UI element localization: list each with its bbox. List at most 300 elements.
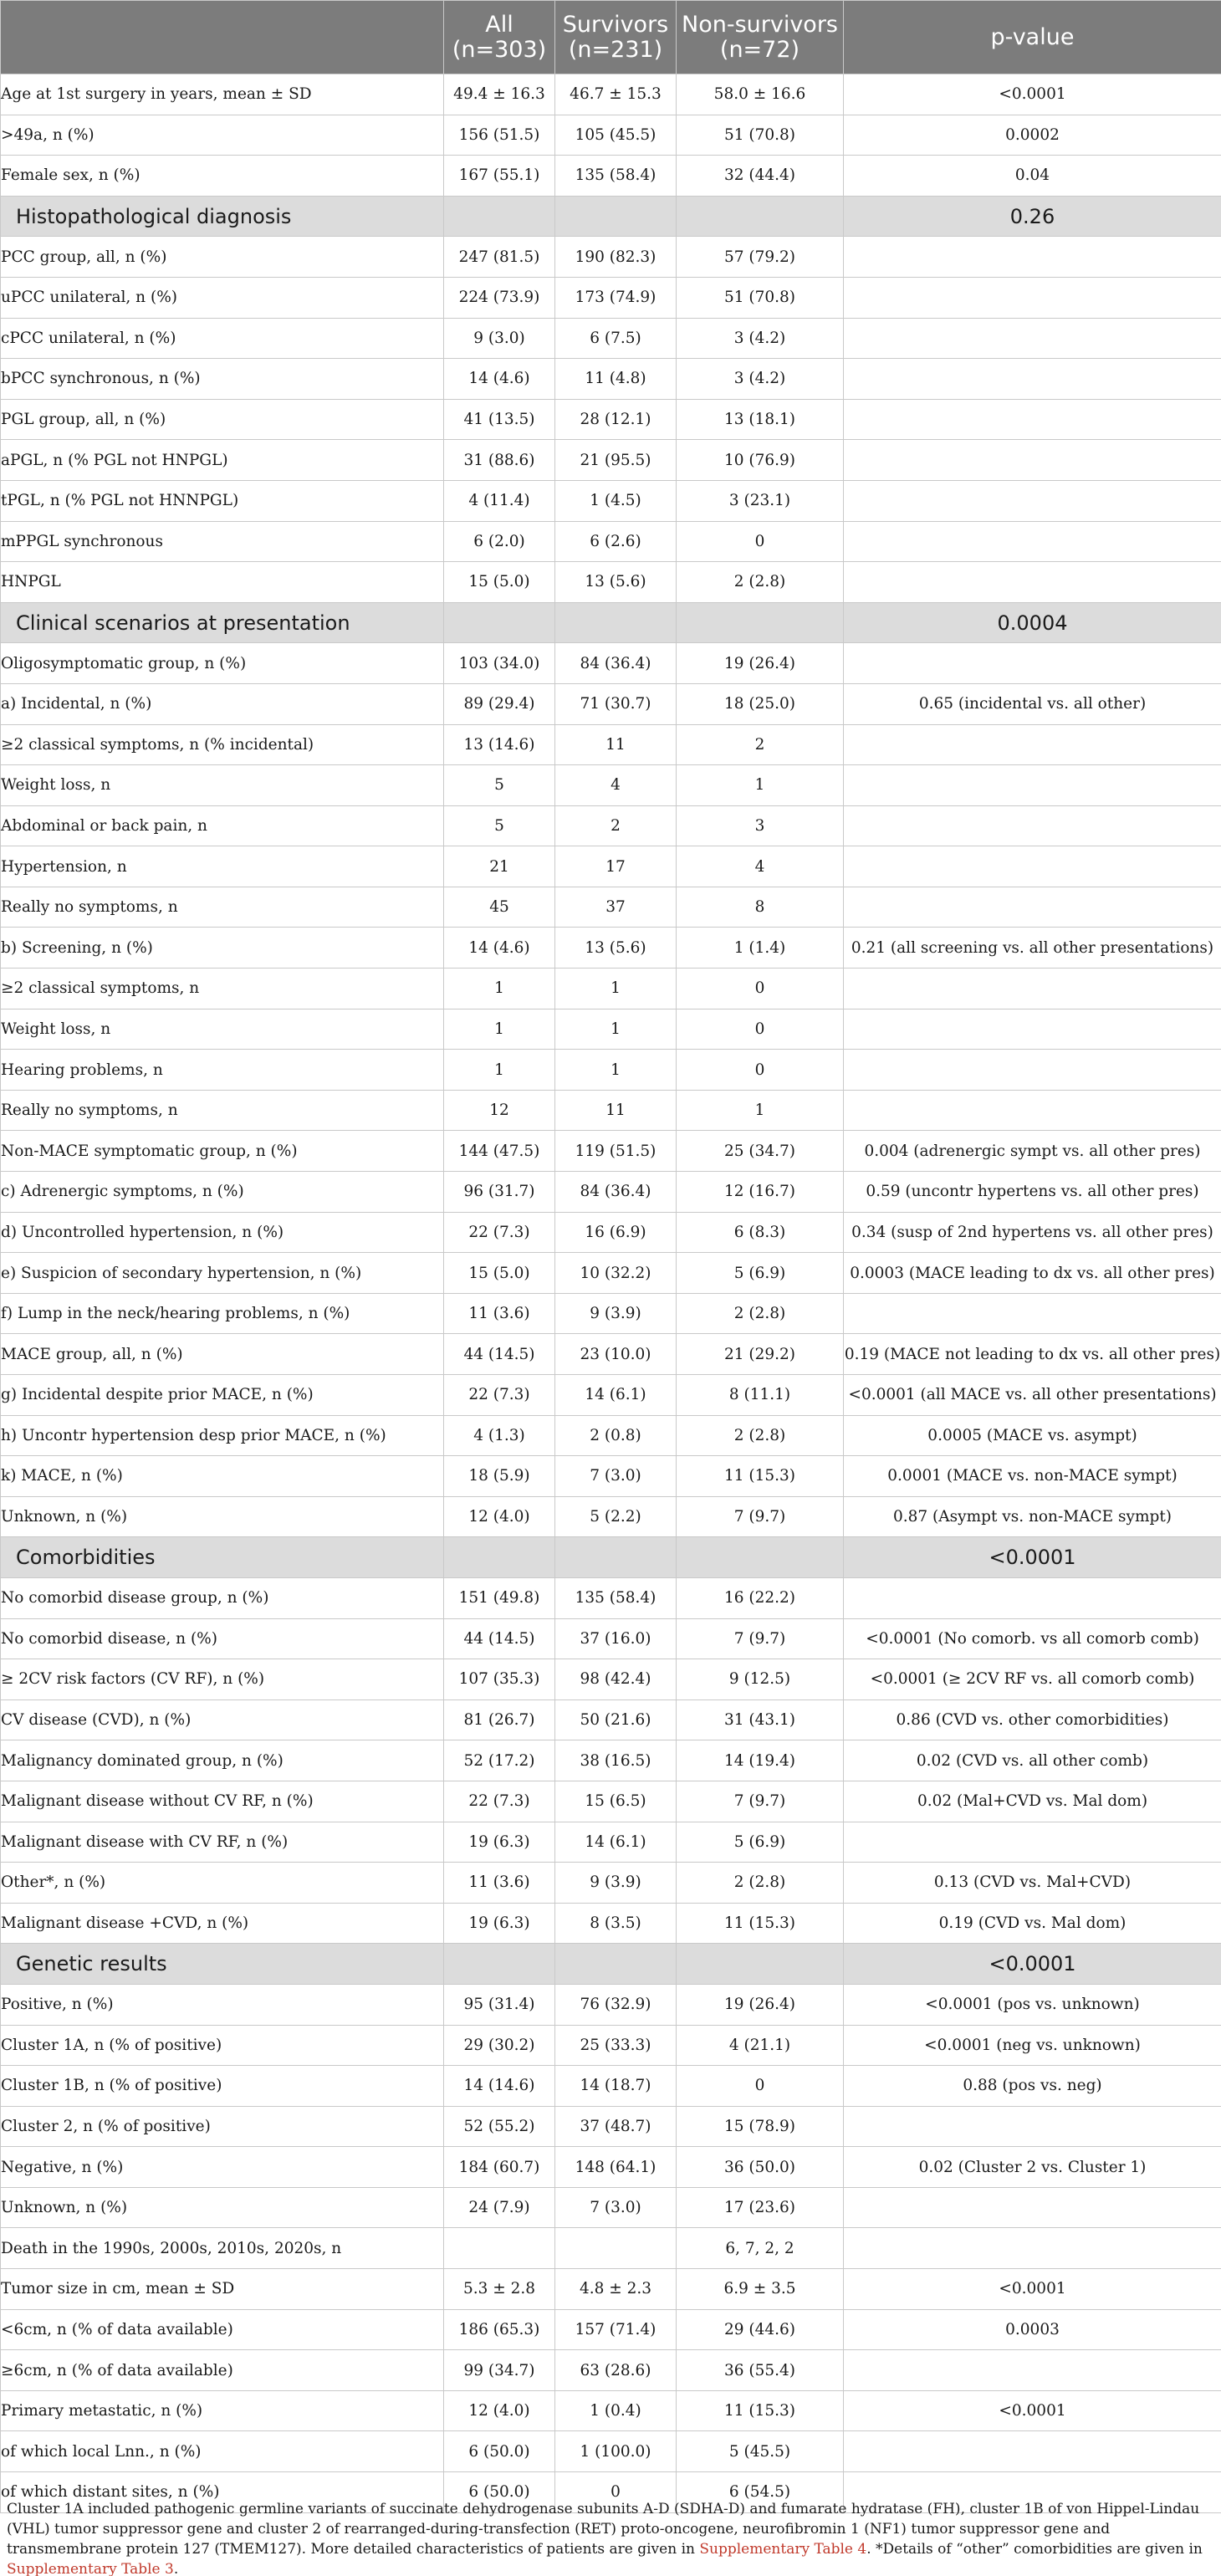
table-row — [1, 359, 1221, 400]
p-value — [844, 562, 1221, 603]
all-value: 5 — [444, 805, 555, 846]
header-p-value: p-value — [844, 1, 1221, 74]
survivors-value: 38 (16.5) — [555, 1740, 677, 1781]
survivors-value: 1 — [555, 969, 677, 1009]
non-survivors-value: 3 — [677, 805, 844, 846]
all-value — [444, 2228, 555, 2269]
p-value — [844, 318, 1221, 359]
table-row — [1, 2431, 1221, 2472]
p-value: 0.88 (pos vs. neg) — [844, 2066, 1221, 2107]
row-label: >49a, n (%) — [1, 115, 444, 156]
table-row — [1, 1212, 1221, 1253]
table-row — [1, 277, 1221, 318]
section-survivors-cell — [555, 1944, 677, 1985]
survivors-value: 76 (32.9) — [555, 1984, 677, 2025]
all-value: 186 (65.3) — [444, 2309, 555, 2350]
p-value — [844, 521, 1221, 562]
all-value: 19 (6.3) — [444, 1822, 555, 1863]
row-label: Non-MACE symptomatic group, n (%) — [1, 1131, 444, 1172]
row-label: Tumor size in cm, mean ± SD — [1, 2269, 444, 2310]
all-value: 9 (3.0) — [444, 318, 555, 359]
non-survivors-value: 8 — [677, 887, 844, 928]
p-value: 0.34 (susp of 2nd hypertens vs. all other pres) — [844, 1212, 1221, 1253]
table-row — [1, 2187, 1221, 2228]
survivors-value: 10 (32.2) — [555, 1253, 677, 1294]
section-header-row — [1, 1537, 1221, 1578]
section-survivors-cell — [555, 602, 677, 643]
p-value — [844, 480, 1221, 521]
p-value — [844, 643, 1221, 684]
all-value: 1 — [444, 969, 555, 1009]
survivors-value: 11 (4.8) — [555, 359, 677, 400]
table-row — [1, 318, 1221, 359]
p-value: <0.0001 — [844, 74, 1221, 115]
non-survivors-value: 2 (2.8) — [677, 1293, 844, 1334]
table-row — [1, 1699, 1221, 1740]
non-survivors-value: 13 (18.1) — [677, 399, 844, 440]
non-survivors-value: 6.9 ± 3.5 — [677, 2269, 844, 2310]
supplementary-table-4-link[interactable]: Supplementary Table 4 — [699, 2541, 867, 2558]
all-value: 15 (5.0) — [444, 1253, 555, 1294]
all-value: 49.4 ± 16.3 — [444, 74, 555, 115]
non-survivors-value: 6, 7, 2, 2 — [677, 2228, 844, 2269]
row-label: uPCC unilateral, n (%) — [1, 277, 444, 318]
p-value — [844, 887, 1221, 928]
table-row — [1, 1618, 1221, 1659]
row-label: g) Incidental despite prior MACE, n (%) — [1, 1375, 444, 1416]
all-value: 21 — [444, 846, 555, 887]
all-value: 96 (31.7) — [444, 1172, 555, 1213]
survivors-value: 11 — [555, 1090, 677, 1131]
survivors-value: 25 (33.3) — [555, 2025, 677, 2066]
p-value — [844, 359, 1221, 400]
non-survivors-value: 0 — [677, 1009, 844, 1050]
all-value: 14 (14.6) — [444, 2066, 555, 2107]
table-row — [1, 1415, 1221, 1456]
all-value: 22 (7.3) — [444, 1375, 555, 1416]
table-row — [1, 2228, 1221, 2269]
section-title: Genetic results — [1, 1944, 444, 1985]
section-header-row — [1, 602, 1221, 643]
survivors-value: 23 (10.0) — [555, 1334, 677, 1375]
p-value — [844, 237, 1221, 278]
section-non-survivors-cell — [677, 1537, 844, 1578]
all-value: 18 (5.9) — [444, 1456, 555, 1497]
table-row — [1, 399, 1221, 440]
table-row — [1, 480, 1221, 521]
row-label: c) Adrenergic symptoms, n (%) — [1, 1172, 444, 1213]
survivors-value: 6 (7.5) — [555, 318, 677, 359]
all-value: 95 (31.4) — [444, 1984, 555, 2025]
survivors-value: 148 (64.1) — [555, 2147, 677, 2188]
non-survivors-value: 2 (2.8) — [677, 1415, 844, 1456]
p-value — [844, 2106, 1221, 2147]
row-label: Cluster 1A, n (% of positive) — [1, 2025, 444, 2066]
row-label: a) Incidental, n (%) — [1, 683, 444, 724]
section-title: Comorbidities — [1, 1537, 444, 1578]
table-row — [1, 1334, 1221, 1375]
all-value: 24 (7.9) — [444, 2187, 555, 2228]
p-value — [844, 805, 1221, 846]
p-value — [844, 277, 1221, 318]
survivors-value: 37 — [555, 887, 677, 928]
non-survivors-value: 58.0 ± 16.6 — [677, 74, 844, 115]
survivors-value: 13 (5.6) — [555, 562, 677, 603]
table-row — [1, 1781, 1221, 1822]
p-value: 0.13 (CVD vs. Mal+CVD) — [844, 1863, 1221, 1904]
header-all: All (n=303) — [444, 1, 555, 74]
survivors-value: 1 (0.4) — [555, 2390, 677, 2431]
non-survivors-value: 17 (23.6) — [677, 2187, 844, 2228]
non-survivors-value: 18 (25.0) — [677, 683, 844, 724]
all-value: 12 (4.0) — [444, 2390, 555, 2431]
row-label: Cluster 1B, n (% of positive) — [1, 2066, 444, 2107]
table-row — [1, 2309, 1221, 2350]
table-row — [1, 2025, 1221, 2066]
header-non-survivors: Non-survivors (n=72) — [677, 1, 844, 74]
p-value — [844, 1050, 1221, 1091]
survivors-value — [555, 2228, 677, 2269]
table-row — [1, 1863, 1221, 1904]
survivors-value: 4.8 ± 2.3 — [555, 2269, 677, 2310]
non-survivors-value: 36 (50.0) — [677, 2147, 844, 2188]
all-value: 4 (11.4) — [444, 480, 555, 521]
all-value: 44 (14.5) — [444, 1618, 555, 1659]
row-label: Age at 1st surgery in years, mean ± SD — [1, 74, 444, 115]
row-label: Positive, n (%) — [1, 1984, 444, 2025]
survivors-value: 13 (5.6) — [555, 928, 677, 969]
survivors-value: 9 (3.9) — [555, 1863, 677, 1904]
row-label: ≥ 2CV risk factors (CV RF), n (%) — [1, 1659, 444, 1700]
p-value: 0.19 (MACE not leading to dx vs. all other pres) — [844, 1334, 1221, 1375]
non-survivors-value: 2 (2.8) — [677, 562, 844, 603]
all-value: 4 (1.3) — [444, 1415, 555, 1456]
table-row — [1, 2106, 1221, 2147]
survivors-value: 105 (45.5) — [555, 115, 677, 156]
p-value — [844, 2350, 1221, 2391]
row-label: cPCC unilateral, n (%) — [1, 318, 444, 359]
non-survivors-value: 12 (16.7) — [677, 1172, 844, 1213]
table-row — [1, 1375, 1221, 1416]
all-value: 22 (7.3) — [444, 1212, 555, 1253]
p-value: <0.0001 (neg vs. unknown) — [844, 2025, 1221, 2066]
row-label: Weight loss, n — [1, 765, 444, 806]
all-value: 103 (34.0) — [444, 643, 555, 684]
row-label: d) Uncontrolled hypertension, n (%) — [1, 1212, 444, 1253]
table-row — [1, 440, 1221, 481]
non-survivors-value: 57 (79.2) — [677, 237, 844, 278]
table-body — [1, 74, 1221, 2513]
row-label: ≥2 classical symptoms, n (% incidental) — [1, 724, 444, 765]
p-value: 0.65 (incidental vs. all other) — [844, 683, 1221, 724]
row-label: ≥2 classical symptoms, n — [1, 969, 444, 1009]
row-label: Malignant disease without CV RF, n (%) — [1, 1781, 444, 1822]
table-row — [1, 1253, 1221, 1294]
row-label: Primary metastatic, n (%) — [1, 2390, 444, 2431]
header-blank-cell — [1, 1, 444, 74]
section-p-value: 0.0004 — [844, 602, 1221, 643]
survivors-value: 1 — [555, 1050, 677, 1091]
table-row — [1, 969, 1221, 1009]
all-value: 12 — [444, 1090, 555, 1131]
p-value: 0.0002 — [844, 115, 1221, 156]
survivors-value: 11 — [555, 724, 677, 765]
non-survivors-value: 36 (55.4) — [677, 2350, 844, 2391]
non-survivors-value: 4 (21.1) — [677, 2025, 844, 2066]
table-row — [1, 2269, 1221, 2310]
table-row — [1, 115, 1221, 156]
row-label: Abdominal or back pain, n — [1, 805, 444, 846]
row-label: ≥6cm, n (% of data available) — [1, 2350, 444, 2391]
all-value: 107 (35.3) — [444, 1659, 555, 1700]
row-label: mPPGL synchronous — [1, 521, 444, 562]
survivors-value: 84 (36.4) — [555, 1172, 677, 1213]
all-value: 41 (13.5) — [444, 399, 555, 440]
section-all-cell — [444, 196, 555, 237]
p-value: <0.0001 (No comorb. vs all comorb comb) — [844, 1618, 1221, 1659]
p-value: 0.0003 — [844, 2309, 1221, 2350]
survivors-value: 84 (36.4) — [555, 643, 677, 684]
row-label: Malignant disease with CV RF, n (%) — [1, 1822, 444, 1863]
non-survivors-value: 10 (76.9) — [677, 440, 844, 481]
p-value: 0.02 (Mal+CVD vs. Mal dom) — [844, 1781, 1221, 1822]
survivors-value: 28 (12.1) — [555, 399, 677, 440]
non-survivors-value: 15 (78.9) — [677, 2106, 844, 2147]
survivors-value: 9 (3.9) — [555, 1293, 677, 1334]
row-label: Oligosymptomatic group, n (%) — [1, 643, 444, 684]
section-p-value: <0.0001 — [844, 1944, 1221, 1985]
table-row — [1, 1456, 1221, 1497]
row-label: Other*, n (%) — [1, 1863, 444, 1904]
survivors-value: 4 — [555, 765, 677, 806]
p-value — [844, 1293, 1221, 1334]
all-value: 184 (60.7) — [444, 2147, 555, 2188]
non-survivors-value: 3 (4.2) — [677, 359, 844, 400]
survivors-value: 8 (3.5) — [555, 1903, 677, 1944]
p-value — [844, 2431, 1221, 2472]
non-survivors-value: 7 (9.7) — [677, 1781, 844, 1822]
row-label: aPGL, n (% PGL not HNPGL) — [1, 440, 444, 481]
survivors-value: 14 (6.1) — [555, 1375, 677, 1416]
all-value: 12 (4.0) — [444, 1496, 555, 1537]
table-row — [1, 1659, 1221, 1700]
all-value: 6 (2.0) — [444, 521, 555, 562]
non-survivors-value: 2 (2.8) — [677, 1863, 844, 1904]
row-label: Unknown, n (%) — [1, 1496, 444, 1537]
all-value: 13 (14.6) — [444, 724, 555, 765]
p-value — [844, 846, 1221, 887]
all-value: 167 (55.1) — [444, 156, 555, 197]
all-value: 144 (47.5) — [444, 1131, 555, 1172]
survivors-value: 15 (6.5) — [555, 1781, 677, 1822]
all-value: 224 (73.9) — [444, 277, 555, 318]
survivors-value: 98 (42.4) — [555, 1659, 677, 1700]
table-row — [1, 2066, 1221, 2107]
section-survivors-cell — [555, 196, 677, 237]
row-label: Cluster 2, n (% of positive) — [1, 2106, 444, 2147]
p-value — [844, 2228, 1221, 2269]
row-label: Really no symptoms, n — [1, 887, 444, 928]
p-value: <0.0001 — [844, 2390, 1221, 2431]
non-survivors-value: 0 — [677, 521, 844, 562]
row-label: Malignant disease +CVD, n (%) — [1, 1903, 444, 1944]
p-value: 0.86 (CVD vs. other comorbidities) — [844, 1699, 1221, 1740]
non-survivors-value: 0 — [677, 969, 844, 1009]
survivors-value: 1 (100.0) — [555, 2431, 677, 2472]
non-survivors-value: 7 (9.7) — [677, 1618, 844, 1659]
all-value: 5 — [444, 765, 555, 806]
table-row — [1, 2350, 1221, 2391]
survivors-value: 17 — [555, 846, 677, 887]
all-value: 15 (5.0) — [444, 562, 555, 603]
non-survivors-value: 6 (54.5) — [677, 2472, 844, 2513]
table-footnote: Cluster 1A included pathogenic germline variants of succinate dehydrogenase subunits A-D (SDHA-D) and fumarate hydratase (FH), cluster 1B of von Hippel-Lindau (VHL) tumor suppressor gene and cluster 2 of rearranged-during-transfection (RET) proto-oncogene, neurofibromin 1 (NF1) tumor suppressor gene and transmembrane protein 127 (TMEM127). More detailed characteristics of patients are given in Supplementary Table 4. *Details of “other” comorbidities are given in Supplementary Table 3. — [7, 2501, 1203, 2576]
row-label: b) Screening, n (%) — [1, 928, 444, 969]
table-row — [1, 1822, 1221, 1863]
table-row — [1, 846, 1221, 887]
row-label: CV disease (CVD), n (%) — [1, 1699, 444, 1740]
all-value: 31 (88.6) — [444, 440, 555, 481]
p-value — [844, 1577, 1221, 1618]
non-survivors-value: 11 (15.3) — [677, 1903, 844, 1944]
table-row — [1, 724, 1221, 765]
survivors-value: 119 (51.5) — [555, 1131, 677, 1172]
survivors-value: 37 (48.7) — [555, 2106, 677, 2147]
non-survivors-value: 19 (26.4) — [677, 643, 844, 684]
survivors-value: 0 — [555, 2472, 677, 2513]
row-label: Weight loss, n — [1, 1009, 444, 1050]
survivors-value: 157 (71.4) — [555, 2309, 677, 2350]
table-row — [1, 1496, 1221, 1537]
all-value: 151 (49.8) — [444, 1577, 555, 1618]
p-value: 0.04 — [844, 156, 1221, 197]
all-value: 11 (3.6) — [444, 1863, 555, 1904]
table-row — [1, 1293, 1221, 1334]
non-survivors-value: 16 (22.2) — [677, 1577, 844, 1618]
survivors-value: 1 — [555, 1009, 677, 1050]
non-survivors-value: 25 (34.7) — [677, 1131, 844, 1172]
row-label: Death in the 1990s, 2000s, 2010s, 2020s, n — [1, 2228, 444, 2269]
p-value — [844, 399, 1221, 440]
survivors-value: 135 (58.4) — [555, 156, 677, 197]
non-survivors-value: 0 — [677, 2066, 844, 2107]
non-survivors-value: 4 — [677, 846, 844, 887]
p-value: 0.21 (all screening vs. all other presentations) — [844, 928, 1221, 969]
non-survivors-value: 14 (19.4) — [677, 1740, 844, 1781]
all-value: 44 (14.5) — [444, 1334, 555, 1375]
section-title: Histopathological diagnosis — [1, 196, 444, 237]
non-survivors-value: 19 (26.4) — [677, 1984, 844, 2025]
survivors-value: 5 (2.2) — [555, 1496, 677, 1537]
all-value: 22 (7.3) — [444, 1781, 555, 1822]
table-row — [1, 683, 1221, 724]
non-survivors-value: 5 (6.9) — [677, 1253, 844, 1294]
row-label: Female sex, n (%) — [1, 156, 444, 197]
row-label: HNPGL — [1, 562, 444, 603]
p-value: 0.0005 (MACE vs. asympt) — [844, 1415, 1221, 1456]
survivors-value: 2 — [555, 805, 677, 846]
row-label: Malignancy dominated group, n (%) — [1, 1740, 444, 1781]
p-value: 0.02 (Cluster 2 vs. Cluster 1) — [844, 2147, 1221, 2188]
all-value: 89 (29.4) — [444, 683, 555, 724]
supplementary-table-3-link[interactable]: Supplementary Table 3 — [7, 2561, 174, 2576]
section-non-survivors-cell — [677, 196, 844, 237]
all-value: 11 (3.6) — [444, 1293, 555, 1334]
row-label: MACE group, all, n (%) — [1, 1334, 444, 1375]
table-row — [1, 1050, 1221, 1091]
table-row — [1, 156, 1221, 197]
row-label: PCC group, all, n (%) — [1, 237, 444, 278]
non-survivors-value: 9 (12.5) — [677, 1659, 844, 1700]
p-value: <0.0001 (all MACE vs. all other presentations) — [844, 1375, 1221, 1416]
survivors-value: 173 (74.9) — [555, 277, 677, 318]
row-label: of which distant sites, n (%) — [1, 2472, 444, 2513]
non-survivors-value: 1 — [677, 765, 844, 806]
table-row — [1, 805, 1221, 846]
row-label: Really no symptoms, n — [1, 1090, 444, 1131]
row-label: tPGL, n (% PGL not HNNPGL) — [1, 480, 444, 521]
survivors-value: 135 (58.4) — [555, 1577, 677, 1618]
row-label: bPCC synchronous, n (%) — [1, 359, 444, 400]
all-value: 247 (81.5) — [444, 237, 555, 278]
non-survivors-value: 51 (70.8) — [677, 115, 844, 156]
non-survivors-value: 11 (15.3) — [677, 1456, 844, 1497]
row-label: Unknown, n (%) — [1, 2187, 444, 2228]
table-row — [1, 2390, 1221, 2431]
p-value — [844, 969, 1221, 1009]
p-value: 0.19 (CVD vs. Mal dom) — [844, 1903, 1221, 1944]
survivors-value: 21 (95.5) — [555, 440, 677, 481]
p-value: 0.0001 (MACE vs. non-MACE sympt) — [844, 1456, 1221, 1497]
non-survivors-value: 8 (11.1) — [677, 1375, 844, 1416]
all-value: 19 (6.3) — [444, 1903, 555, 1944]
all-value: 6 (50.0) — [444, 2472, 555, 2513]
non-survivors-value: 6 (8.3) — [677, 1212, 844, 1253]
survivors-value: 14 (18.7) — [555, 2066, 677, 2107]
table-row — [1, 1903, 1221, 1944]
all-value: 99 (34.7) — [444, 2350, 555, 2391]
p-value: 0.004 (adrenergic sympt vs. all other pres) — [844, 1131, 1221, 1172]
row-label: PGL group, all, n (%) — [1, 399, 444, 440]
p-value — [844, 724, 1221, 765]
table-row — [1, 521, 1221, 562]
all-value: 81 (26.7) — [444, 1699, 555, 1740]
table-row — [1, 74, 1221, 115]
survivors-value: 50 (21.6) — [555, 1699, 677, 1740]
section-p-value: 0.26 — [844, 196, 1221, 237]
header-survivors: Survivors (n=231) — [555, 1, 677, 74]
all-value: 5.3 ± 2.8 — [444, 2269, 555, 2310]
row-label: <6cm, n (% of data available) — [1, 2309, 444, 2350]
non-survivors-value: 1 (1.4) — [677, 928, 844, 969]
non-survivors-value: 7 (9.7) — [677, 1496, 844, 1537]
survivors-value: 7 (3.0) — [555, 2187, 677, 2228]
section-p-value: <0.0001 — [844, 1537, 1221, 1578]
table-row — [1, 887, 1221, 928]
row-label: Negative, n (%) — [1, 2147, 444, 2188]
non-survivors-value: 29 (44.6) — [677, 2309, 844, 2350]
p-value: 0.59 (uncontr hypertens vs. all other pres) — [844, 1172, 1221, 1213]
all-value: 14 (4.6) — [444, 928, 555, 969]
survivors-value: 1 (4.5) — [555, 480, 677, 521]
survivors-value: 63 (28.6) — [555, 2350, 677, 2391]
table-row — [1, 562, 1221, 603]
section-all-cell — [444, 1537, 555, 1578]
non-survivors-value: 21 (29.2) — [677, 1334, 844, 1375]
non-survivors-value: 1 — [677, 1090, 844, 1131]
p-value — [844, 2187, 1221, 2228]
p-value: 0.02 (CVD vs. all other comb) — [844, 1740, 1221, 1781]
